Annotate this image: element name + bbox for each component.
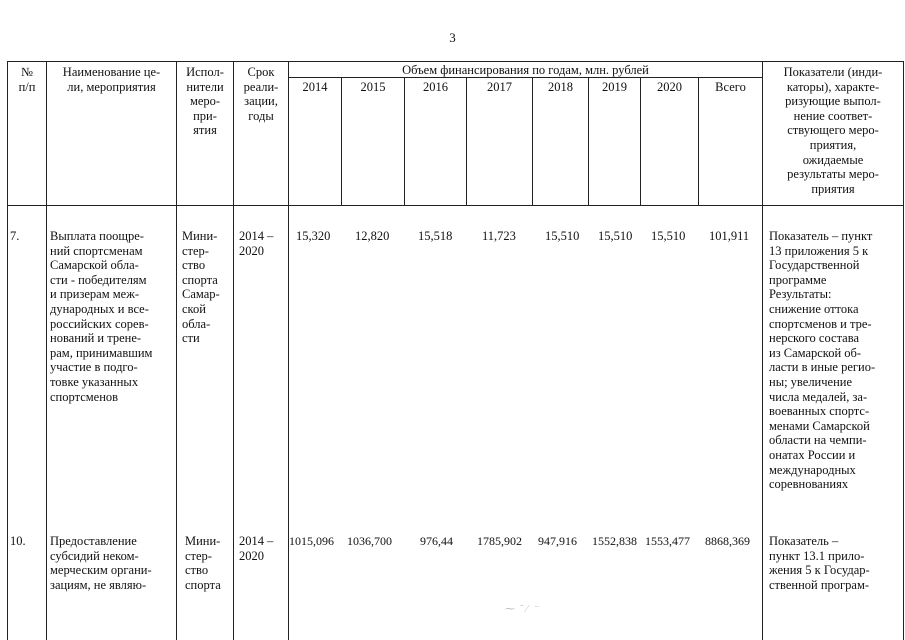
column-divider [404, 77, 405, 205]
header-number: № п/п [18, 65, 36, 94]
column-divider [341, 77, 342, 205]
column-divider [7, 61, 8, 640]
header-indicators: Показатели (инди- каторы), характе- ризующие выпол- нение соответ- ствующего меро- приятия, ожидаемые результаты меро- приятия [783, 65, 883, 196]
column-divider [288, 61, 289, 640]
row-10-value-2017: 1785,902 [477, 534, 522, 548]
header-year: 2015 [360, 80, 386, 94]
row-10-term: 2014 – 2020 [239, 534, 274, 563]
column-divider [46, 61, 47, 640]
column-divider [903, 61, 904, 640]
column-divider [233, 61, 234, 640]
header-year: 2016 [423, 80, 448, 94]
header-year: 2017 [487, 80, 512, 94]
header-bottom-border [7, 205, 903, 206]
row-7-executor: Мини- стер- ство спорта Самар- ской обла- сти [182, 229, 220, 346]
column-divider [698, 77, 699, 205]
header-year: 2019 [602, 80, 627, 94]
row-7-value-2014: 15,320 [296, 229, 331, 243]
row-7-value-2020: 15,510 [651, 229, 686, 243]
row-10-value-2020: 1553,477 [645, 534, 690, 548]
row-7-name: Выплата поощре- ний спортсменам Самарской обла- сти - победителям и призерам меж- дународных и все- российских сорев- нований и трене- рам, принимавшим участие в подго- товке указанных спортсменов [50, 229, 153, 404]
header-year: 2020 [657, 80, 682, 94]
row-7-value-2019: 15,510 [598, 229, 633, 243]
row-7-indicators: Показатель – пункт 13 приложения 5 к Государственной программе Результаты: снижение оттока спортсменов и тре- нерского состава из Самарской об- ласти в иные регио- ны; увеличение числа медалей, за- воеванных спортс- менами Самарской области на чемпи- онатах России и международных соревнованиях [769, 229, 876, 492]
scan-artifact: ⁓ ̃ ⁄ ⁻ [505, 604, 542, 615]
row-10-value-2015: 1036,700 [347, 534, 392, 548]
row-10-value-total: 8868,369 [705, 534, 750, 548]
row-10-value-2016: 976,44 [420, 534, 453, 548]
header-year: 2018 [548, 80, 573, 94]
column-divider [176, 61, 177, 640]
row-7-value-total: 101,911 [709, 229, 750, 243]
row-7-value-2016: 15,518 [418, 229, 453, 243]
column-divider [588, 77, 589, 205]
row-10-value-2019: 1552,838 [592, 534, 637, 548]
row-10-executor: Мини- стер- ство спорта [185, 534, 221, 592]
row-10-indicators: Показатель – пункт 13.1 прило- жения 5 к Государ- ственной програм- [769, 534, 870, 592]
row-10-name: Предоставление субсидий неком- мерческим органи- зациям, не являю- [50, 534, 152, 592]
table-top-border [7, 61, 903, 62]
page-number: 3 [449, 30, 456, 45]
row-7-number: 7. [10, 229, 20, 243]
header-year: 2014 [302, 80, 328, 94]
row-10-number: 10. [10, 534, 26, 548]
column-divider [640, 77, 641, 205]
header-executor: Испол- нители меро- при- ятия [186, 65, 224, 138]
row-7-value-2018: 15,510 [545, 229, 580, 243]
header-name: Наименование це- ли, мероприятия [62, 65, 161, 94]
header-finance: Объем финансирования по годам, млн. рублей [402, 63, 649, 77]
header-total: Всего [715, 80, 746, 94]
header-term: Срок реали- зации, годы [243, 65, 279, 123]
column-divider [532, 77, 533, 205]
row-7-term: 2014 – 2020 [239, 229, 274, 258]
row-7-value-2015: 12,820 [355, 229, 390, 243]
row-7-value-2017: 11,723 [482, 229, 516, 243]
row-10-value-2018: 947,916 [538, 534, 577, 548]
row-10-value-2014: 1015,096 [289, 534, 334, 548]
column-divider [466, 77, 467, 205]
